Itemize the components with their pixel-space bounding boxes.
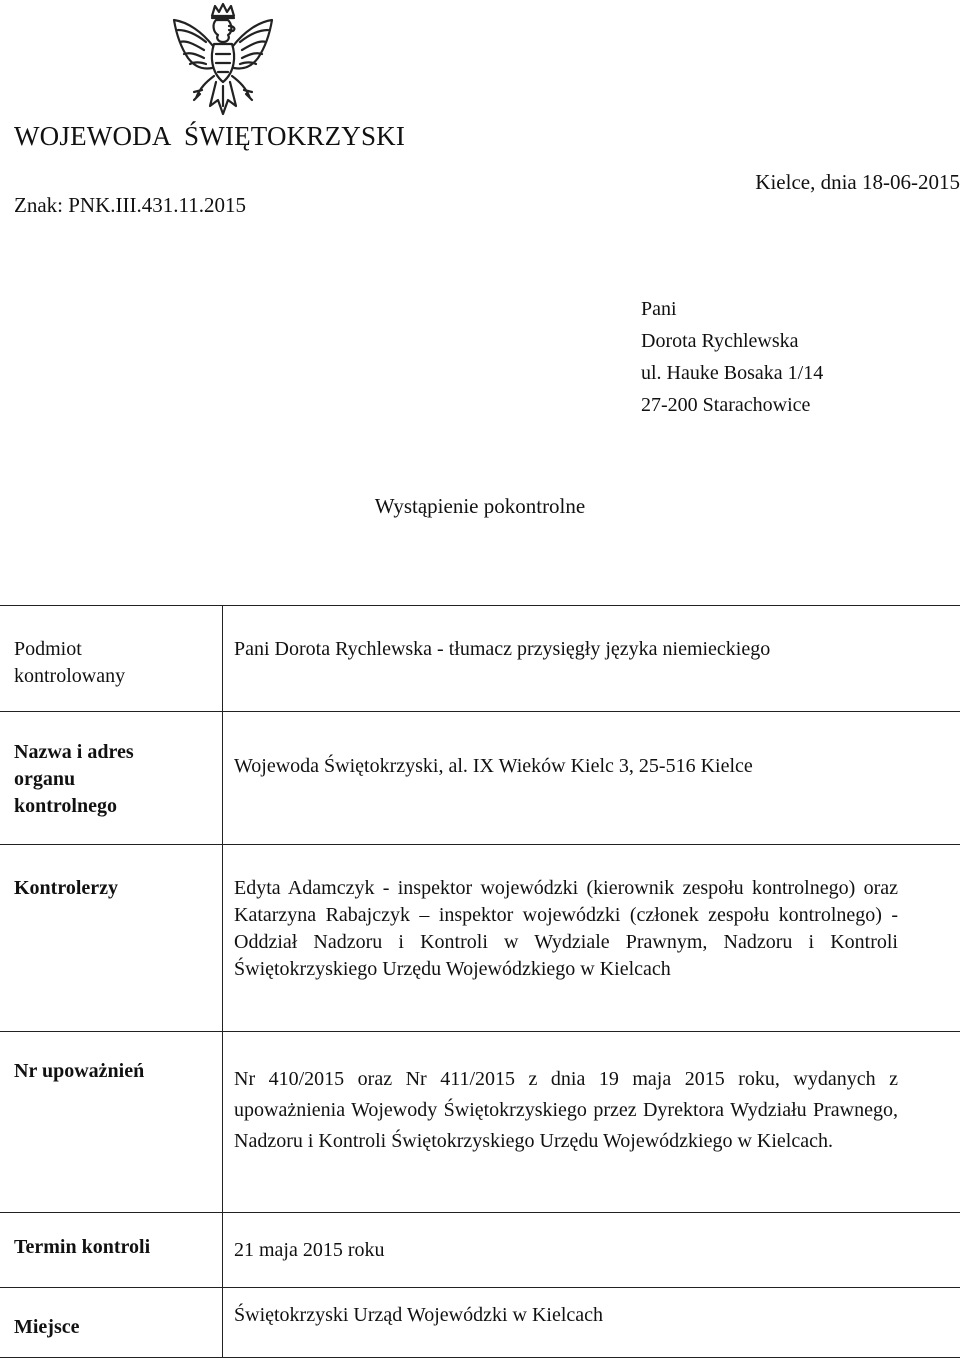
row-value bbox=[223, 712, 960, 845]
label-text: Nazwa i adres organu kontrolnego bbox=[14, 739, 164, 820]
issuer-title: WOJEWODA ŚWIĘTOKRZYSKI bbox=[14, 121, 405, 152]
reference-number: Znak: PNK.III.431.11.2015 bbox=[14, 193, 246, 218]
label-text: Podmiot kontrolowany bbox=[14, 636, 174, 690]
row-label bbox=[0, 1032, 223, 1213]
addressee-name: Dorota Rychlewska bbox=[641, 325, 823, 357]
value-text: Edyta Adamczyk - inspektor wojewódzki (kierownik zespołu kontrolnego) oraz Katarzyna Rabajczyk – inspektor wojewódzki (członek zespołu kontrolnego) - Oddział Nadzoru i Kontroli w Wydziale Prawnym, Nadzoru i Kontroli Świętokrzyskiego Urzędu Wojewódzkiego w Kielcach bbox=[234, 877, 898, 980]
row-value bbox=[223, 845, 960, 1032]
addressee-street: ul. Hauke Bosaka 1/14 bbox=[641, 357, 823, 389]
row-label bbox=[0, 1213, 223, 1288]
value-text: Wojewoda Świętokrzyski, al. IX Wieków Kielc 3, 25-516 Kielce bbox=[234, 755, 753, 777]
table-row bbox=[0, 1032, 960, 1213]
row-label bbox=[0, 1288, 223, 1358]
row-value bbox=[223, 1032, 960, 1213]
table-row bbox=[0, 1213, 960, 1288]
addressee-salutation: Pani bbox=[641, 293, 823, 325]
document-subject: Wystąpienie pokontrolne bbox=[0, 494, 960, 519]
addressee-city: 27-200 Starachowice bbox=[641, 389, 823, 421]
value-text: Nr 410/2015 oraz Nr 411/2015 z dnia 19 maja 2015 roku, wydanych z upoważnienia Wojewody Świętokrzyskiego przez Dyrektora Wydziału Prawnego, Nadzoru i Kontroli Świętokrzyskiego Urzędu Wojewódzkiego w Kielcach. bbox=[234, 1068, 898, 1152]
row-value bbox=[223, 1288, 960, 1358]
label-text: Termin kontroli bbox=[14, 1234, 222, 1261]
table-row bbox=[0, 712, 960, 845]
value-text: 21 maja 2015 roku bbox=[234, 1239, 385, 1261]
row-label bbox=[0, 606, 223, 712]
place-date: Kielce, dnia 18-06-2015 bbox=[755, 170, 960, 195]
row-value bbox=[223, 1213, 960, 1288]
row-label bbox=[0, 845, 223, 1032]
row-label bbox=[0, 712, 223, 845]
label-text: Nr upoważnień bbox=[14, 1058, 222, 1085]
table-row bbox=[0, 845, 960, 1032]
value-text: Świętokrzyski Urząd Wojewódzki w Kielcach bbox=[234, 1304, 603, 1326]
table-row bbox=[0, 606, 960, 712]
label-text: Miejsce bbox=[14, 1314, 222, 1341]
eagle-emblem-icon bbox=[166, 2, 280, 118]
label-text: Kontrolerzy bbox=[14, 875, 222, 902]
value-text: Pani Dorota Rychlewska - tłumacz przysięgły języka niemieckiego bbox=[234, 638, 770, 660]
row-value bbox=[223, 606, 960, 712]
addressee-block bbox=[641, 293, 823, 421]
table-row bbox=[0, 1288, 960, 1358]
inspection-details-table bbox=[0, 605, 960, 1358]
